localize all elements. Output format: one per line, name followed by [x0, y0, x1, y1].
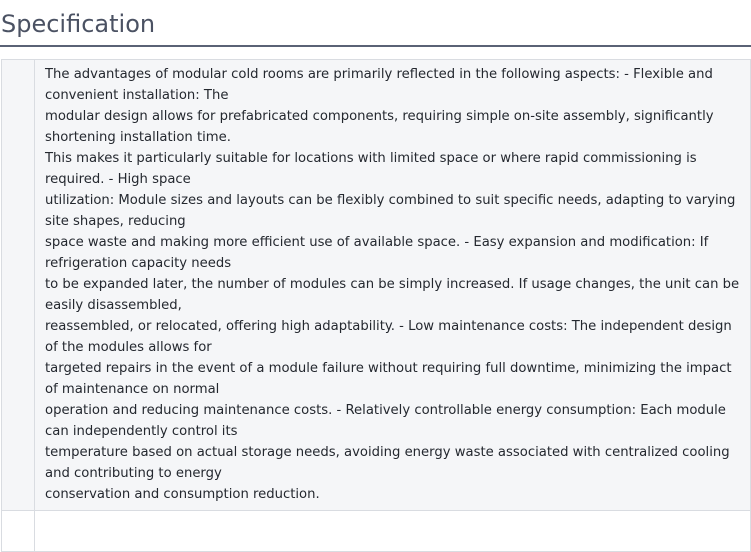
spec-row-value [35, 60, 751, 511]
spec-text-line: operation and reducing maintenance costs. - Relatively controllable energy consumption: Each module can independently control its [45, 403, 726, 439]
spec-text-line: conservation and consumption reduction. [45, 487, 320, 502]
spec-row [2, 511, 751, 552]
spec-text-line: space waste and making more efficient use of available space. - Easy expansion and modification: If refrigeration capacity needs [45, 235, 709, 271]
spec-text-line: The advantages of modular cold rooms are primarily reflected in the following aspects: - Flexible and convenient installation: The [45, 67, 713, 103]
spec-table [1, 59, 751, 552]
spec-row-value [35, 511, 751, 552]
section-title: Specification [1, 10, 156, 38]
spec-text-line: targeted repairs in the event of a module failure without requiring full downtime, minimizing the impact of maintenance on normal [45, 361, 732, 397]
spec-text-line: to be expanded later, the number of modules can be simply increased. If usage changes, the unit can be easily disassembled, [45, 277, 740, 313]
spec-row-label [2, 511, 35, 552]
section-header [0, 0, 751, 47]
spec-row [2, 60, 751, 511]
spec-text-line: utilization: Module sizes and layouts can be flexibly combined to suit specific needs, adapting to varying site shapes, reducing [45, 193, 736, 229]
spec-text-line: modular design allows for prefabricated components, requiring simple on-site assembly, significantly shortening installation time. [45, 109, 714, 145]
spec-text-line: reassembled, or relocated, offering high adaptability. - Low maintenance costs: The independent design of the modules allows for [45, 319, 732, 355]
spec-row-label [2, 60, 35, 511]
spec-text-line: temperature based on actual storage needs, avoiding energy waste associated with centralized cooling and contributing to energy [45, 445, 730, 481]
spec-text-line: This makes it particularly suitable for locations with limited space or where rapid commissioning is required. - High space [45, 151, 697, 187]
